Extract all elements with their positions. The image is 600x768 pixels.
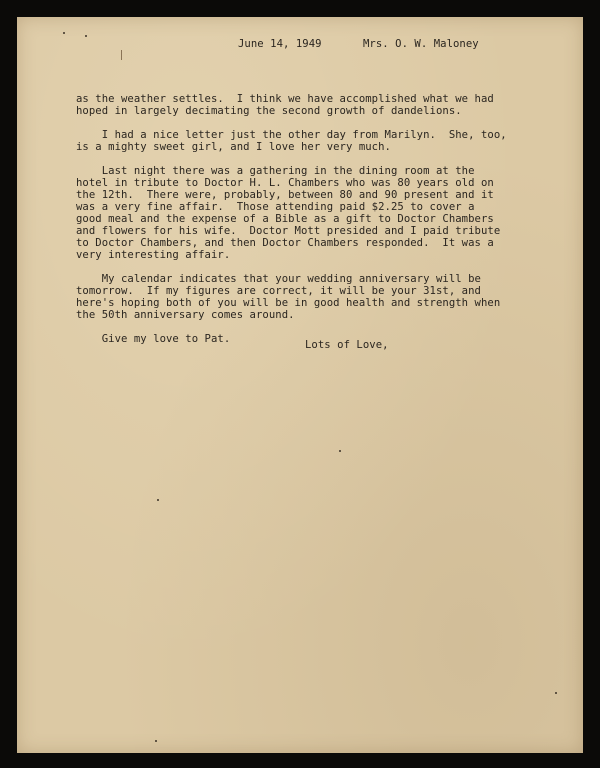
paragraph-3-line-6: and flowers for his wife. Doctor Mott presided and I paid tribute <box>76 225 501 237</box>
paragraph-1-line-2: hoped in largely decimating the second growth of dandelions. <box>76 105 462 117</box>
paragraph-3-line-1: Last night there was a gathering in the dining room at the <box>76 165 475 177</box>
letter-page <box>17 17 583 753</box>
paragraph-4-line-4: the 50th anniversary comes around. <box>76 309 295 321</box>
paragraph-3-line-8: very interesting affair. <box>76 249 231 261</box>
paper-speck <box>63 32 65 34</box>
paragraph-1-line-1: as the weather settles. I think we have accomplished what we had <box>76 93 494 105</box>
paragraph-2-line-1: I had a nice letter just the other day from Marilyn. She, too, <box>76 129 507 141</box>
paper-crease-mark <box>121 50 122 60</box>
paper-speck <box>155 740 157 742</box>
paragraph-4-line-1: My calendar indicates that your wedding anniversary will be <box>76 273 481 285</box>
paper-speck <box>85 35 87 37</box>
paragraph-3-line-7: to Doctor Chambers, and then Doctor Chambers responded. It was a <box>76 237 494 249</box>
paragraph-3-line-5: good meal and the expense of a Bible as a gift to Doctor Chambers <box>76 213 494 225</box>
paragraph-5-line-1: Give my love to Pat. <box>76 333 231 345</box>
paragraph-2-line-2: is a mighty sweet girl, and I love her very much. <box>76 141 391 153</box>
paper-speck <box>339 450 341 452</box>
paragraph-3-line-3: the 12th. There were, probably, between 80 and 90 present and it <box>76 189 494 201</box>
paper-speck <box>157 499 159 501</box>
closing-line: Lots of Love, <box>305 339 389 351</box>
paragraph-3-line-2: hotel in tribute to Doctor H. L. Chambers who was 80 years old on <box>76 177 494 189</box>
paragraph-4-line-2: tomorrow. If my figures are correct, it will be your 31st, and <box>76 285 481 297</box>
recipient-name: Mrs. O. W. Maloney <box>363 38 479 50</box>
letter-date: June 14, 1949 <box>238 38 322 50</box>
paragraph-4-line-3: here's hoping both of you will be in good health and strength when <box>76 297 501 309</box>
paper-speck <box>555 692 557 694</box>
paragraph-3-line-4: was a very fine affair. Those attending paid $2.25 to cover a <box>76 201 475 213</box>
